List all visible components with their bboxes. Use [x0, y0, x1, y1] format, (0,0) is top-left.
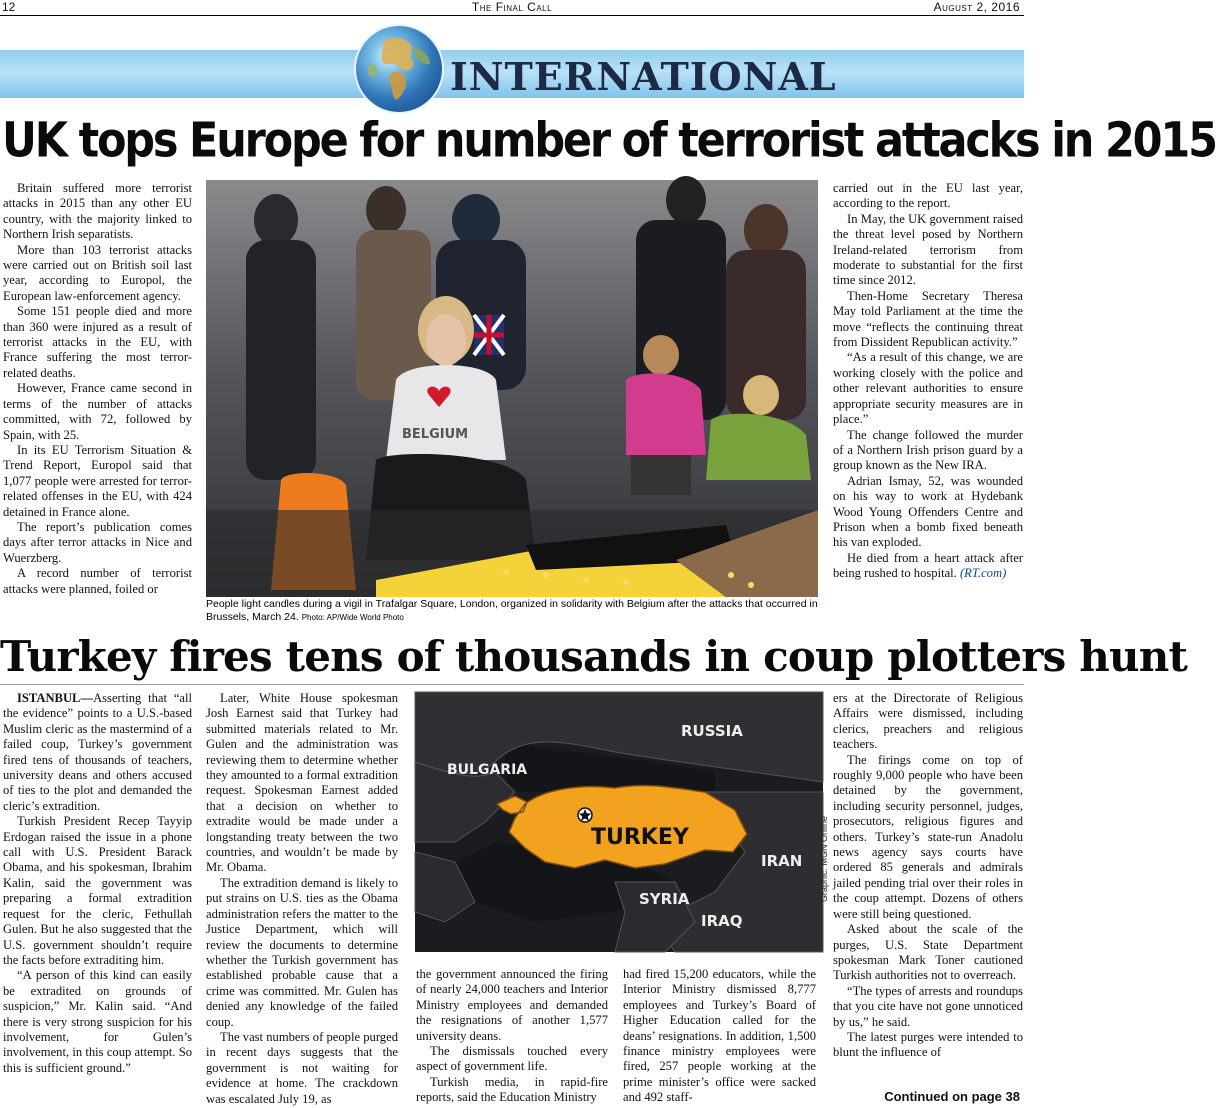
section-title: INTERNATIONAL	[450, 54, 837, 99]
issue-date: August 2, 2016	[933, 0, 1020, 14]
article2-column-4	[833, 691, 1023, 1087]
article1-column-3	[833, 181, 1023, 626]
paragraph: Then-Home Secretary Theresa May told Parliament at the time the move “reflects the continuing threat from Dissident Republican activity.”	[833, 288, 1023, 350]
article2-column-3b	[623, 967, 816, 1107]
headline-turkey: Turkey fires tens of thousands in coup plotters hunt	[0, 632, 1188, 681]
paragraph: “As a result of this change, we are working closely with the police and other relevant authorities to ensure appropriate security measures are in place.”	[833, 350, 1023, 427]
paragraph: Adrian Ismay, 52, was wounded on his way to work at Hydebank Wood Young Offenders Centre and Prison when a bomb fixed beneath his van exploded.	[833, 473, 1023, 550]
paragraph: carried out in the EU last year, according to the report.	[833, 181, 1023, 211]
divider	[0, 684, 1024, 685]
globe-icon	[356, 26, 442, 112]
paragraph: In May, the UK government raised the threat level posed by Northern Ireland-related terrorism from moderate to substantial for the first time since 2012.	[833, 211, 1023, 288]
paragraph: The report’s publication comes days after terror attacks in Nice and Wuerzberg.	[3, 519, 192, 565]
article2-column-2	[206, 691, 398, 1107]
paragraph: “The types of arrests and roundups that you cite have not gone unnoticed by us,” he said.	[833, 983, 1023, 1029]
map-label-iran: IRAN	[761, 852, 803, 870]
caption-text: People light candles during a vigil in Trafalgar Square, London, organized in solidarity with Belgium after the attacks that occurred in Brussels, March 24.	[206, 598, 818, 623]
paragraph: The extradition demand is likely to put strains on U.S. ties as the Obama administration refers the matter to the Justice Department, which will review the documents to determine whether the Turkish government has established probable cause that a crime was committed. Mr. Gulen has denied any knowledge of the failed coup.	[206, 875, 398, 1029]
paragraph-text: He died from a heart attack after being rushed to hospital.	[833, 550, 1023, 581]
running-head	[0, 0, 1024, 16]
paragraph: The dismissals touched every aspect of government life.	[416, 1044, 608, 1074]
paragraph: Later, White House spokesman Josh Earnest said that Turkey had submitted materials related to Mr. Gulen and the administration was reviewing them to determine whether they amounted to a formal extradition request. Spokesman Earnest added that a decision on whether to extradite would be made under a longstanding treaty between the two countries, and wouldn’t be made by Mr. Obama.	[206, 691, 398, 875]
dateline: ISTANBUL—	[17, 691, 94, 705]
headline-uk-terror: UK tops Europe for number of terrorist attacks in 2015	[2, 113, 1216, 169]
publication-name: The Final Call	[471, 0, 553, 14]
paragraph: A record number of terrorist attacks were planned, foiled or	[3, 566, 192, 596]
paragraph: “A person of this kind can easily be extradited on grounds of suspicion,” Mr. Kalin said. “And there is very strong suspicion for his involvement, for Gulen’s involvement, in this coup attempt. So this is sufficient ground.”	[3, 968, 192, 1075]
paragraph: The latest purges were intended to blunt the influence of	[833, 1029, 1023, 1060]
paragraph: In its EU Terrorism Situation & Trend Report, Europol said that 1,077 people were arrested for terror-related offenses in the EU, with 424 detained in France alone.	[3, 442, 192, 519]
paragraph: More than 103 terrorist attacks were carried out on British soil last year, according to Europol, the European law-enforcement agency.	[3, 242, 192, 303]
source-credit: (RT.com)	[959, 566, 1007, 581]
paragraph: Asked about the scale of the purges, U.S. State Department spokesman Mark Toner cautioned Turkish authorities not to overreach.	[833, 922, 1023, 983]
continued-link[interactable]: Continued on page 38	[884, 1089, 1020, 1104]
paragraph	[3, 691, 192, 814]
map-label-bulgaria: BULGARIA	[447, 762, 528, 778]
paragraph: The change followed the murder of a Northern Irish prison guard by a group known as the New IRA.	[833, 427, 1023, 473]
article1-column-1	[3, 181, 192, 621]
paragraph: However, France came second in terms of the number of attacks committed, with 72, followed by Spain, with 25.	[3, 381, 192, 442]
vigil-photo	[206, 180, 818, 597]
paragraph: Turkish President Recep Tayyip Erdogan raised the issue in a phone call with U.S. President Barack Obama, and his spokesman, Ibrahim Kalin, said the government was preparing a formal extradition request for the cleric, Fethullah Gulen. But he also suggested that the U.S. government shouldn’t require the facts before extraditing him.	[3, 814, 192, 967]
shirt-text: BELGIUM	[402, 427, 469, 442]
paragraph: ers at the Directorate of Religious Affairs were dismissed, including clerics, preachers and religious teachers.	[833, 691, 1023, 752]
paragraph: Turkish media, in rapid-fire reports, said the Education Ministry	[416, 1074, 608, 1105]
paragraph: Britain suffered more terrorist attacks in 2015 than any other EU country, with the majority linked to Northern Irish separatists.	[3, 181, 192, 242]
paragraph: Some 151 people died and more than 360 were injured as a result of terrorist attacks in the EU, with France suffering the most terror-related deaths.	[3, 304, 192, 380]
paragraph	[833, 551, 1023, 582]
photo-caption	[206, 598, 821, 624]
article2-column-3a	[416, 967, 608, 1107]
paragraph: The vast numbers of people purged in recent days suggests that the government is not waiting for evidence at home. The crackdown was escalated July 19, as	[206, 1029, 398, 1106]
map-label-syria: SYRIA	[639, 890, 690, 908]
photo-credit: Photo: AP/Wide World Photo	[301, 612, 404, 622]
paragraph: The firings come on top of roughly 9,000 people who have been detained by the government, including security personnel, judges, prosecutors, religious figures and others. Turkey’s state-run Anadolu news agency says courts have ordered 85 generals and admirals jailed pending trial over their roles in the coup attempt. Dozens of others were still being questioned.	[833, 752, 1023, 921]
article2-column-1	[3, 691, 192, 1107]
paragraph: the government announced the firing of nearly 24,000 teachers and Interior Ministry employees and demanded the resignations of another 1,577 university deans.	[416, 967, 608, 1043]
map-label-russia: RUSSIA	[681, 722, 743, 740]
map-label-iraq: IRAQ	[701, 912, 743, 930]
page-number: 12	[2, 0, 16, 14]
map-label-turkey: TURKEY	[591, 825, 689, 850]
paragraph: had fired 15,200 educators, while the Interior Ministry dismissed 8,777 employees and Turkey’s Board of Higher Education called for the deans’ resignations. In addition, 1,500 finance ministry employees were fired, 257 people working at the prime minister’s office were sacked and 492 staff-	[623, 967, 816, 1105]
paragraph-text: Asserting that “all the evidence” points to a U.S.-based Muslim cleric as the mastermind of a failed coup, Turkey’s government fired tens of thousands of teachers, university deans and others accused of ties to the plot and demanded the cleric’s extradition.	[3, 691, 192, 813]
turkey-map	[415, 692, 823, 952]
map-credit: Graphic: MGN Online	[819, 815, 829, 902]
